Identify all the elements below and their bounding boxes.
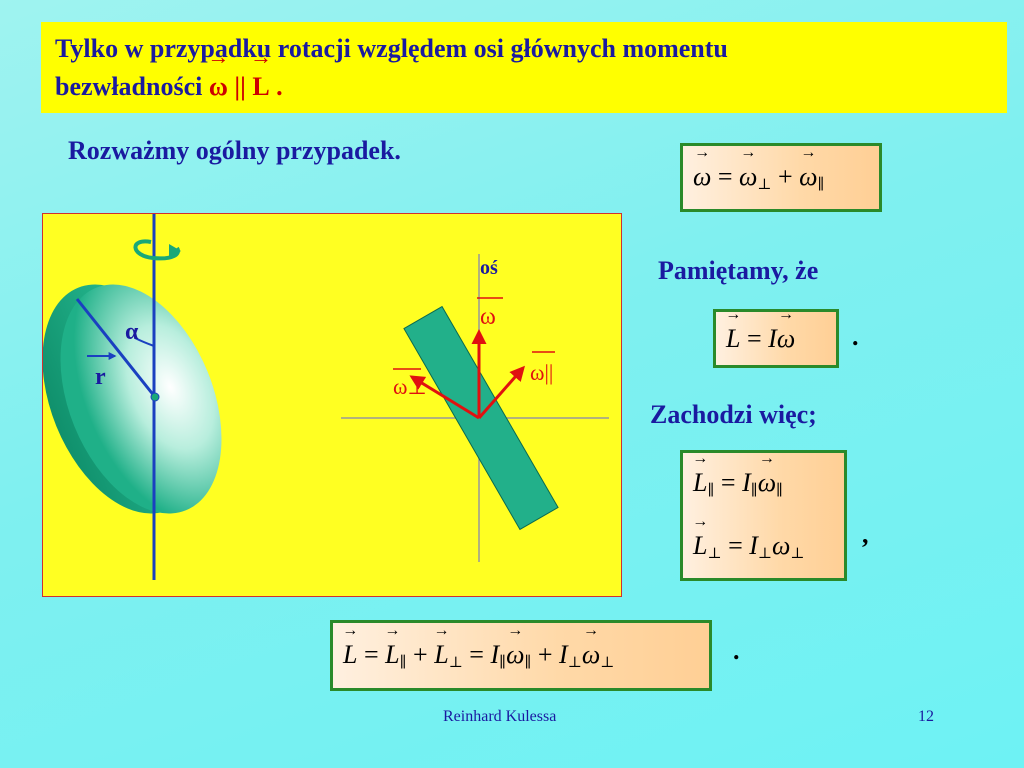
eq-term: → ω [799,162,817,192]
final-equation [343,640,709,672]
eq-sub: ∥ [524,654,532,671]
title-omega: → ω [209,68,228,106]
omega-decomposition-box [680,143,882,212]
eq-sign: = [728,530,743,560]
title-line-2-prefix: bezwładności [55,72,203,101]
axis-label: oś [480,257,498,279]
title-L: → L [252,68,269,106]
eq-sub: ⊥ [790,545,805,562]
eq-term: → L [434,640,448,670]
eq-term: I [559,639,568,669]
figure-panel [42,213,622,597]
hence-text: Zachodzi więc; [650,400,817,429]
punct-comma: , [862,520,869,549]
eq-sign: = [720,468,736,498]
r-label: r [95,364,106,390]
disc-group [43,214,253,580]
eq-term: → ω [758,468,776,498]
eq-sub: ∥ [776,483,783,500]
eq-sub: ⊥ [757,176,772,193]
alpha-label: α [125,319,139,345]
omega-decomposition-eq [693,162,879,194]
rod-group [341,254,609,562]
eq-term: → ω [739,162,757,192]
title-line-2 [55,68,993,106]
eq-sub: ∥ [707,483,715,500]
eq-term: → ω [506,640,524,670]
L-equation [726,324,836,354]
title-end: . [276,72,283,101]
eq-sub: ⊥ [757,545,773,562]
title-line-1: Tylko w przypadku rotacji względem osi głównych momentu [55,34,728,63]
eq-term: → L [693,531,707,561]
eq-term: ω [772,530,791,560]
eq-sign: = [746,323,762,353]
eq-term: I [768,323,777,353]
title-box [41,22,1007,113]
omega-par-label: ω|| [530,360,554,385]
eq-term: I [490,639,500,669]
eq-term: → ω [693,162,711,192]
eq-term: I [749,530,758,560]
subtitle: Rozważmy ogólny przypadek. [68,136,401,165]
eq-term: → ω [777,324,795,354]
omega-label: ω [480,304,496,330]
eq-term: → L [693,468,707,498]
eq-term: → L [343,640,357,670]
L-equation-box [713,309,839,368]
footer-author: Reinhard Kulessa [443,708,557,725]
L-components-box [680,450,847,581]
eq-sub: ∥ [817,176,825,193]
L-perp-equation [693,531,844,563]
L-parallel-equation [693,468,844,500]
eq-sign: + [413,639,428,669]
remember-text: Pamiętamy, że [658,256,819,285]
final-equation-box [330,620,712,691]
eq-term: → ω [582,640,600,670]
eq-sub: ∥ [750,483,758,500]
punct-dot: . [852,322,859,351]
omega-perp-label: ω⊥ [393,374,427,399]
figure-svg [43,214,621,596]
footer-page: 12 [918,708,934,725]
title-parallel: || [234,72,246,101]
eq-term: I [742,468,751,498]
eq-sub: ⊥ [567,654,582,671]
eq-sub: ⊥ [448,654,463,671]
disc-center [151,393,159,401]
eq-sign: + [778,161,793,191]
eq-sub: ∥ [499,654,507,671]
eq-sub: ∥ [399,654,407,671]
eq-sub: ⊥ [707,545,722,562]
eq-sub: ⊥ [600,654,615,671]
eq-sign: = [717,161,733,191]
eq-term: → L [726,324,740,354]
eq-sign: + [537,639,553,669]
punct-final-dot: . [733,636,740,665]
eq-sign: = [469,639,484,669]
eq-term: → L [385,640,399,670]
eq-sign: = [363,639,379,669]
